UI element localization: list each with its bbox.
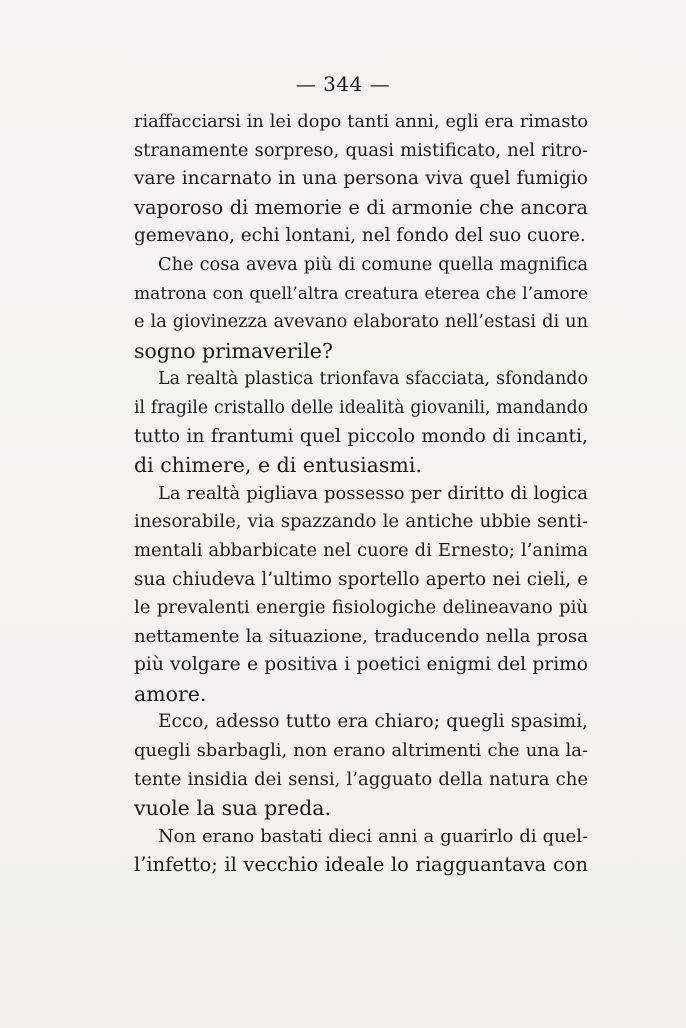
text-line: e la giovinezza avevano elaborato nell’estasi di un — [134, 312, 588, 333]
text-line: mentali abbarbicate nel cuore di Ernesto; l’anima — [134, 539, 588, 561]
text-line: l’infetto; il vecchio ideale lo riagguantava con — [134, 853, 588, 877]
text-line: vare incarnato in una persona viva quel fumigio — [134, 168, 588, 190]
text-line: quegli sbarbagli, non erano altrimenti che una la- — [134, 740, 588, 762]
text-line: vuole la sua preda. — [134, 796, 332, 821]
text-line: Non erano bastati dieci anni a guarirlo di quel- — [158, 825, 588, 847]
text-line: Ecco, adesso tutto era chiaro; quegli spasimi, — [158, 711, 588, 733]
text-line: matrona con quell’altra creatura eterea che l’amore — [134, 283, 588, 304]
text-line: le prevalenti energie fisiologiche delineavano più — [134, 597, 588, 619]
text-line: inesorabile, via spazzando le antiche ubbie senti- — [134, 511, 588, 533]
body-text — [134, 108, 588, 880]
page-number: — 344 — — [295, 72, 391, 96]
text-line: gemevano, echi lontani, nel fondo del suo cuore. — [134, 225, 586, 247]
text-line: sua chiudeva l’ultimo sportello aperto nei cieli, e — [134, 568, 588, 590]
text-line: vaporoso di memorie e di armonie che ancora — [134, 195, 588, 219]
text-line: riaffacciarsi in lei dopo tanti anni, egli era rimasto — [134, 112, 588, 132]
text-line: amore. — [134, 681, 207, 706]
text-line: di chimere, e di entusiasmi. — [134, 453, 422, 478]
text-line: sogno primaverile? — [134, 338, 333, 363]
text-line: tente insidia dei sensi, l’agguato della natura che — [134, 768, 588, 790]
text-line: La realtà pigliava possesso per diritto di logica — [158, 482, 588, 504]
text-line: il fragile cristallo delle idealità giovanili, mandando — [134, 397, 588, 418]
text-line: La realtà plastica trionfava sfacciata, sfondando — [158, 369, 588, 390]
text-line: tutto in frantumi quel piccolo mondo di incanti, — [134, 425, 588, 447]
text-line: più volgare e positiva i poetici enigmi del primo — [134, 654, 588, 676]
text-line: Che cosa aveva più di comune quella magnifica — [158, 253, 588, 275]
text-line: stranamente sorpreso, quasi mistificato, nel ritro- — [134, 139, 588, 161]
text-line: nettamente la situazione, traducendo nella prosa — [134, 625, 588, 647]
